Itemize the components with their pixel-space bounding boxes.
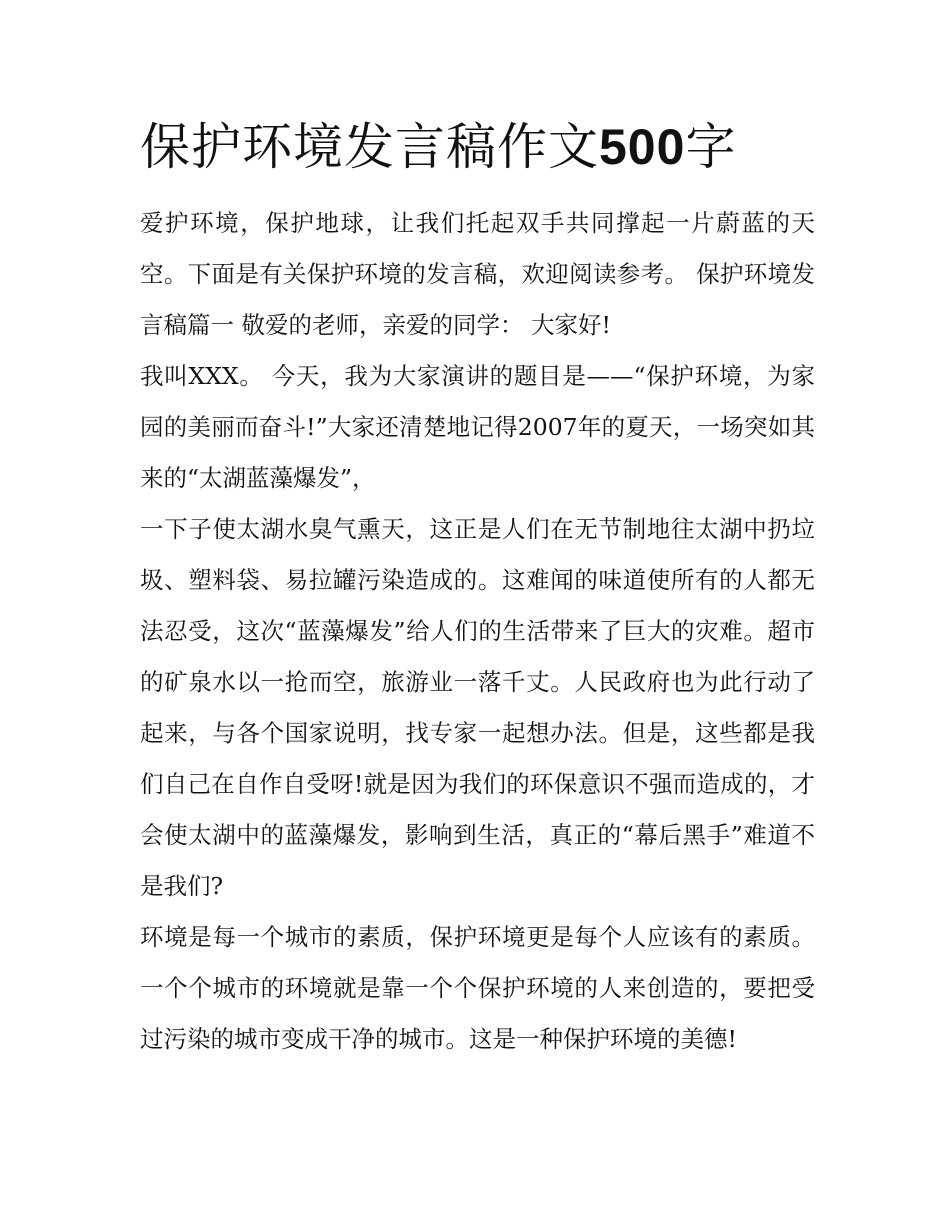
paragraph-taihu-pollution: 一下子使太湖水臭气熏天，这正是人们在无节制地往太湖中扔垃圾、塑料袋、易拉罐污染造成的。这难闻的味道使所有的人都无法忍受，这次“蓝藻爆发”给人们的生活带来了巨大的灾难。超市的矿泉水以一抢而空，旅游业一落千丈。人民政府也为此行动了起来，与各个国家说明，找专家一起想办法。但是，这些都是我们自己在自作自受呀!就是因为我们的环保意识不强而造成的，才会使太湖中的蓝藻爆发，影响到生活，真正的“幕后黑手”难道不是我们? xyxy=(140,515,815,900)
document-body xyxy=(140,112,815,1065)
paragraph-city-quality: 环境是每一个城市的素质，保护环境更是每个人应该有的素质。一个个城市的环境就是靠一个个保护环境的人来创造的，要把受过污染的城市变成干净的城市。这是一种保护环境的美德! xyxy=(140,923,815,1053)
title-suffix: 字 xyxy=(685,118,737,176)
page-title xyxy=(140,112,815,182)
paragraph-speech-opening: 我叫XXX。 今天，我为大家演讲的题目是——“保护环境，为家园的美丽而奋斗!”大家还清楚地记得2007年的夏天，一场突如其来的“太湖蓝藻爆发”， xyxy=(140,362,815,492)
title-number: 500 xyxy=(599,119,686,175)
paragraph-intro: 爱护环境，保护地球，让我们托起双手共同撑起一片蔚蓝的天空。下面是有关保护环境的发言稿，欢迎阅读参考。 保护环境发言稿篇一 敬爱的老师，亲爱的同学： 大家好! xyxy=(140,209,815,339)
title-text: 保护环境发言稿作文 xyxy=(140,118,599,176)
